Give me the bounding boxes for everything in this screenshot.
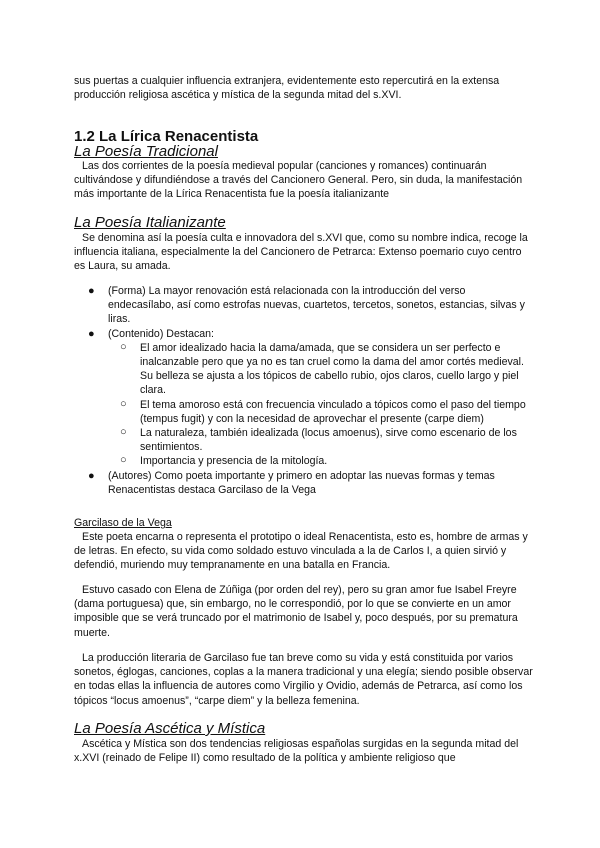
sub-list-item-text: Importancia y presencia de la mitología. xyxy=(140,455,328,468)
list-item-forma xyxy=(74,284,534,327)
sub-list-item-text: El tema amoroso está con frecuencia vinculado a tópicos como el paso del tiempo (tempus fugit) y con la necesidad de aprovechar el presente (carpe diem) xyxy=(140,398,526,425)
paragraph-garcilaso-2: Estuvo casado con Elena de Zúñiga (por orden del rey), pero su gran amor fue Isabel Freyre (dama portuguesa) que, sin embargo, no le correspondió, por lo que se convierte en un amor imposible que se verá truncado por el matrimonio de Isabel y, poco después, por su prematura muerte. xyxy=(74,584,518,639)
list-item-autores xyxy=(74,469,534,497)
circle-bullet-icon: ○ xyxy=(120,426,127,439)
paragraph-ascetica: Ascética y Mística son dos tendencias religiosas españolas surgidas en la segunda mitad del x.XVI (reinado de Felipe II) como resultado de la política y ambiente religioso que xyxy=(74,738,519,765)
paragraph-italianizante: Se denomina así la poesía culta e innovadora del s.XVI que, como su nombre indica, recoge la influencia italiana, especialmente la del Cancionero de Petrarca: Extenso poemario cuyo centro es Laura, su amada. xyxy=(74,232,528,273)
sub-list-item xyxy=(108,398,534,426)
section-title: 1.2 La Lírica Renacentista xyxy=(74,128,259,145)
paragraph-garcilaso-1: Este poeta encarna o representa el prototipo o ideal Renacentista, esto es, hombre de armas y de letras. En efecto, su vida como soldado estuvo vinculada a la de Carlos I, a quien sirvió y defendió, muriendo muy tempranamente en una batalla en Francia. xyxy=(74,531,528,572)
heading-garcilaso: Garcilaso de la Vega xyxy=(74,517,172,529)
circle-bullet-icon: ○ xyxy=(120,397,127,410)
sub-list-item xyxy=(108,341,534,398)
intro-paragraph: sus puertas a cualquier influencia extranjera, evidentemente esto repercutirá en la extensa producción religiosa ascética y mística de la segunda mitad del s.XVI. xyxy=(74,75,500,102)
circle-bullet-icon: ○ xyxy=(120,340,127,353)
list-item-contenido xyxy=(74,327,534,469)
heading-poesia-italianizante: La Poesía Italianizante xyxy=(74,214,226,231)
contenido-sublist xyxy=(108,341,534,469)
sub-list-item xyxy=(108,426,534,454)
paragraph-tradicional: Las dos corrientes de la poesía medieval popular (canciones y romances) continuarán cultivándose y difundiéndose a través del Cancionero General. Pero, sin duda, la manifestación más importante de la Lírica Renacentista fue la poesía italianizante xyxy=(74,160,523,201)
sub-list-item-text: La naturaleza, también idealizada (locus amoenus), sirve como escenario de los sentimientos. xyxy=(140,427,517,454)
bullet-icon: ● xyxy=(88,327,95,340)
italianizante-list xyxy=(74,284,534,497)
circle-bullet-icon: ○ xyxy=(120,454,127,467)
heading-poesia-tradicional: La Poesía Tradicional xyxy=(74,143,218,160)
paragraph-garcilaso-3: La producción literaria de Garcilaso fue tan breve como su vida y está constituida por varios sonetos, églogas, canciones, coplas a la manera tradicional y una elegía; siendo posible observar en todas ellas la influencia de autores como Virgilio y Ovidio, además de Petrarca, así como los tópicos “locus amoenus”, “carpe diem” y la belleza femenina. xyxy=(74,652,533,707)
sub-list-item xyxy=(108,454,534,468)
list-item-text: (Autores) Como poeta importante y primero en adoptar las nuevas formas y temas Renacentistas destaca Garcilaso de la Vega xyxy=(108,469,495,496)
bullet-icon: ● xyxy=(88,285,95,297)
list-item-text: (Forma) La mayor renovación está relacionada con la introducción del verso endecasílabo, así como estrofas nuevas, cuartetos, tercetos, sonetos, estancias, silvas y liras. xyxy=(108,285,525,326)
bullet-icon: ● xyxy=(88,469,95,482)
list-item-text: (Contenido) Destacan: xyxy=(108,327,214,340)
sub-list-item-text: El amor idealizado hacia la dama/amada, que se considera un ser perfecto e inalcanzable pero que ya no es tan cruel como la dama del amor cortés medieval. Su belleza se ajusta a los tópicos de cabello rubio, ojos claros, cuello largo y piel clara. xyxy=(140,341,524,397)
heading-poesia-ascetica: La Poesía Ascética y Mística xyxy=(74,720,266,737)
